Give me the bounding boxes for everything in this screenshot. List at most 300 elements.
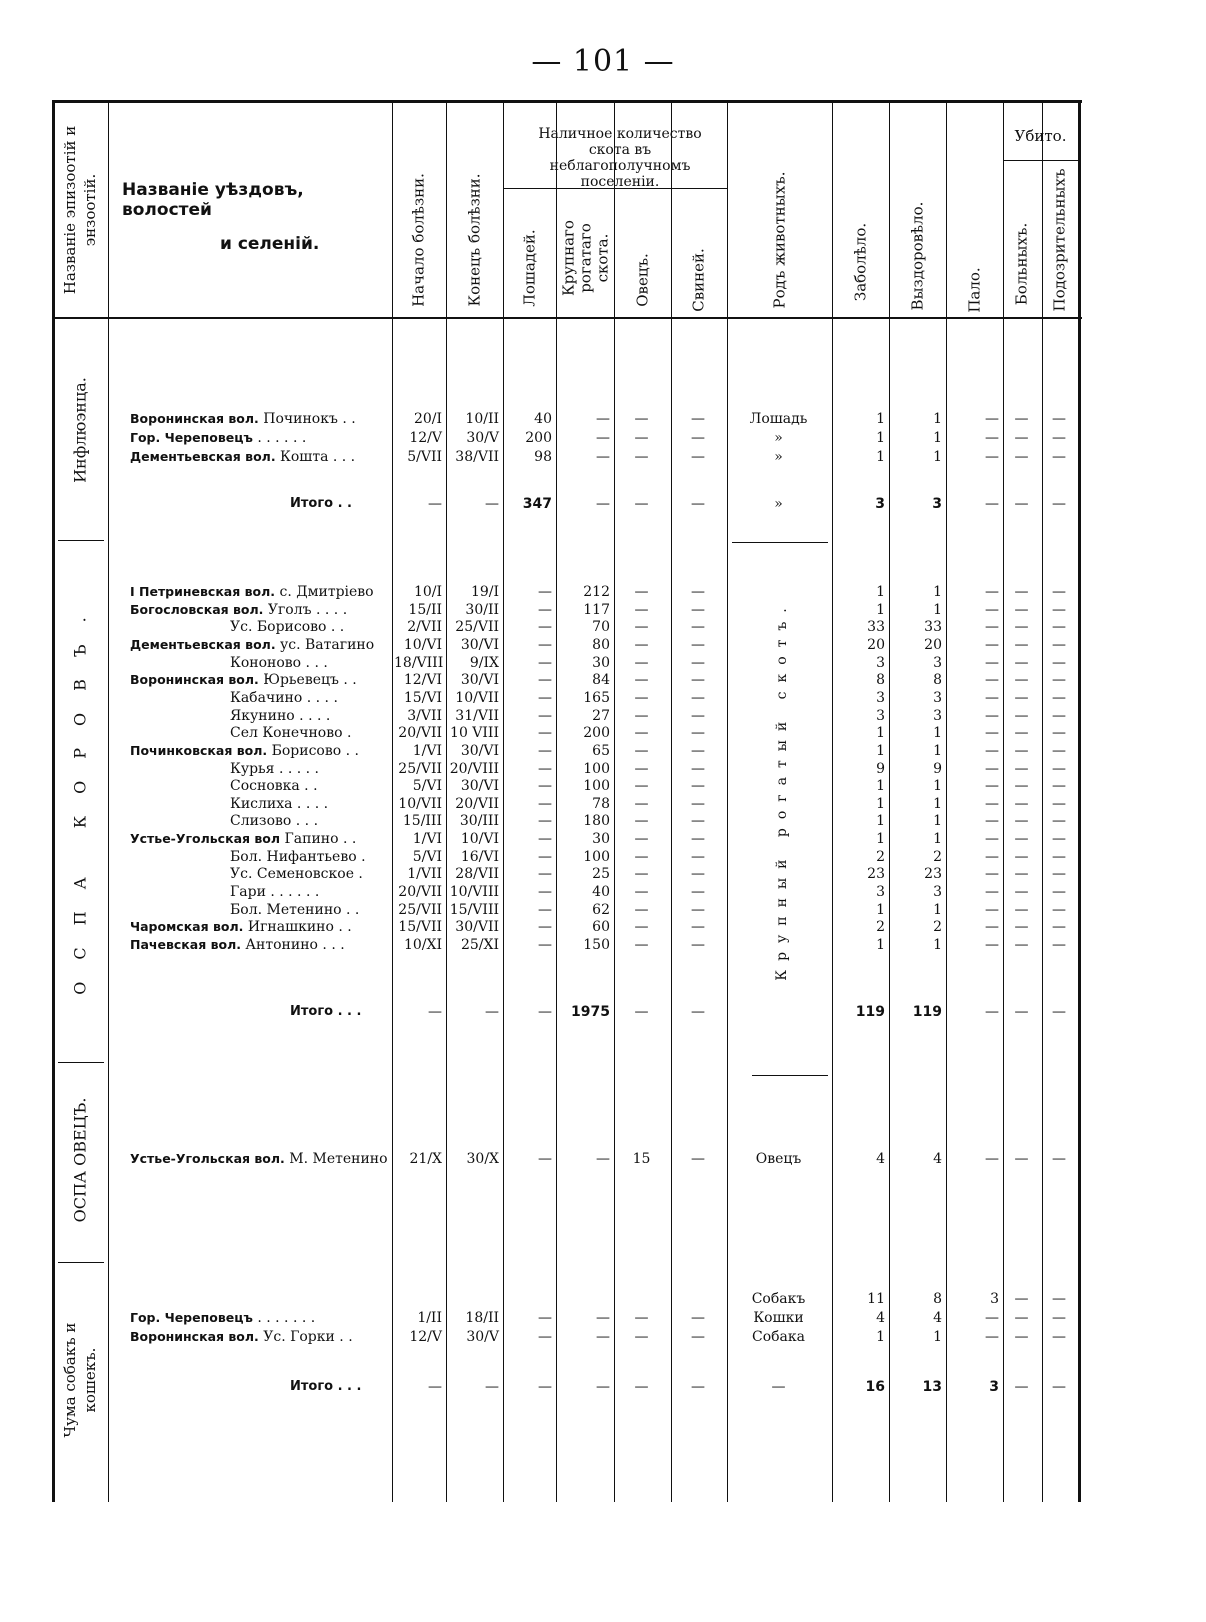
cell-kp: — — [1052, 1004, 1066, 1020]
cell-end: 16/VI — [460, 848, 499, 865]
cell-ill: 1 — [876, 901, 885, 918]
cell-died: — — [985, 937, 999, 953]
cell-died: — — [985, 848, 999, 865]
cell-start: 5/VI — [412, 848, 442, 865]
cell-horses: — — [538, 866, 552, 883]
cell-ks: — — [1014, 901, 1029, 918]
header-died: Пало. — [965, 267, 984, 313]
cell-ks: — — [1014, 584, 1029, 600]
cell-pigs: — — [691, 742, 705, 759]
cell-ill: 1 — [876, 449, 885, 465]
cell-pigs: — — [691, 619, 705, 636]
row-name — [230, 707, 390, 725]
column-rule — [614, 102, 615, 1502]
cell-rec: 1 — [933, 742, 942, 759]
header-recovered: Выздоровѣло. — [908, 201, 927, 311]
cell-start: 20/VII — [398, 884, 442, 901]
cell-end: 30/VII — [455, 919, 499, 936]
header-livestock-group: Наличное количество скота въ неблагополучномъ поселеніи. — [538, 126, 702, 190]
header-start: Начало болѣзни. — [409, 173, 428, 307]
cell-died: — — [985, 689, 999, 706]
cell-end: — — [485, 1379, 499, 1395]
cell-ill: 33 — [867, 619, 885, 636]
header-names-line1: Названіе уѣздовъ, волостей — [122, 180, 304, 220]
district-name: Устье-Угольская вол — [130, 831, 281, 847]
cell-cattle: 180 — [583, 813, 610, 830]
cell-horses: — — [538, 884, 552, 901]
district-name: Гор. Череповецъ — [130, 430, 253, 445]
cell-end: 30/V — [466, 430, 499, 446]
cell-ill: 1 — [876, 601, 885, 618]
cell-pigs: — — [691, 654, 705, 671]
row-name — [130, 636, 390, 654]
settlement-name: Антонино . . . — [240, 937, 345, 953]
cell-ill: 23 — [867, 866, 885, 883]
cell-sheep: — — [634, 778, 649, 795]
cell-rec: 1 — [933, 831, 942, 848]
column-rule — [671, 102, 672, 1502]
cell-start: 2/VII — [407, 619, 442, 636]
cell-end: 18/II — [465, 1310, 499, 1326]
settlement-name: Гари . . . . . . — [230, 884, 320, 901]
cell-died: — — [985, 411, 999, 427]
cell-ill: 1 — [876, 831, 885, 848]
cell-kp: — — [1052, 1151, 1066, 1167]
cell-pigs: — — [691, 778, 705, 795]
settlement-name: Кабачино . . . . — [230, 689, 338, 706]
cell-sheep: 15 — [632, 1151, 651, 1167]
row-name — [130, 1150, 390, 1168]
cell-kp: — — [1052, 795, 1066, 812]
row-name — [230, 865, 390, 883]
cell-ill: 3 — [875, 496, 885, 512]
cell-rec: 4 — [933, 1151, 942, 1167]
cell-cattle: 70 — [592, 619, 610, 636]
cell-start: 15/VII — [398, 919, 442, 936]
cell-end: 30/V — [466, 1329, 499, 1345]
row-name — [230, 848, 390, 866]
cell-ks: — — [1014, 848, 1029, 865]
settlement-name: Борисово . . — [267, 742, 359, 759]
cell-sheep: — — [634, 672, 649, 689]
cell-horses: 98 — [534, 449, 552, 465]
cell-died: — — [985, 795, 999, 812]
cell-start: 25/VII — [398, 901, 442, 918]
settlement-name: Сосновка . . — [230, 778, 318, 795]
cell-ill: 11 — [867, 1291, 885, 1307]
cell-ill: 1 — [876, 1329, 885, 1345]
header-epizootic: Названіе эпизоотій и энзоотій. — [61, 125, 99, 295]
cell-ill: 1 — [876, 725, 885, 742]
cell-start: 12/VI — [403, 672, 442, 689]
cell-kp: — — [1052, 813, 1066, 830]
cell-cattle: 100 — [583, 848, 610, 865]
cell-sheep: — — [634, 1310, 649, 1326]
cell-kp: — — [1052, 584, 1066, 600]
cell-sheep: — — [634, 901, 649, 918]
cell-end: — — [485, 1004, 499, 1020]
cell-pigs: — — [691, 430, 705, 446]
header-cattle: Крупнаго рогатаго скота. — [559, 220, 612, 296]
cell-ill: 20 — [867, 636, 885, 653]
cell-kp: — — [1052, 619, 1066, 636]
cell-end: 10 VIII — [450, 725, 499, 742]
cell-rec: 8 — [933, 672, 942, 689]
cell-ks: — — [1014, 813, 1029, 830]
cell-rec: 1 — [933, 778, 942, 795]
cell-end: 30/VI — [460, 778, 499, 795]
cell-rec: 2 — [933, 919, 942, 936]
cell-cattle: 212 — [583, 584, 610, 600]
cell-end: 30/III — [459, 813, 499, 830]
cell-ks: — — [1014, 725, 1029, 742]
cell-rec: 1 — [933, 449, 942, 465]
cell-cattle: 27 — [592, 707, 610, 724]
cell-cattle: 165 — [583, 689, 610, 706]
cell-horses: — — [538, 901, 552, 918]
cell-died: — — [985, 619, 999, 636]
row-name — [130, 936, 390, 954]
cell-kp: — — [1052, 707, 1066, 724]
cell-kind: — — [771, 1379, 786, 1395]
cell-ks: — — [1014, 866, 1029, 883]
cell-start: 12/V — [409, 1329, 442, 1345]
cell-end: 25/VII — [455, 619, 499, 636]
row-name — [230, 812, 390, 830]
row-name — [230, 883, 390, 901]
cell-kp: — — [1052, 725, 1066, 742]
district-name: Воронинская вол. — [130, 1329, 259, 1344]
cell-ks: — — [1014, 778, 1029, 795]
cell-pigs: — — [691, 1004, 705, 1020]
cell-cattle: 84 — [592, 672, 610, 689]
row-name — [130, 742, 390, 760]
cell-ks: — — [1014, 496, 1029, 512]
cell-sheep: — — [634, 1329, 649, 1345]
cell-died: — — [985, 901, 999, 918]
column-rule — [52, 102, 55, 1502]
cell-ks: — — [1014, 654, 1029, 671]
cell-pigs: — — [691, 1310, 705, 1326]
cell-cattle: — — [596, 411, 610, 427]
cell-sheep: — — [634, 689, 649, 706]
district-name: Починковская вол. — [130, 742, 268, 758]
cell-cattle: 40 — [592, 884, 610, 901]
settlement-name: Слизово . . . — [230, 813, 319, 830]
cell-cattle: 150 — [583, 937, 610, 953]
district-name: Гор. Череповецъ — [130, 1310, 253, 1325]
district-name: Воронинская вол. — [130, 411, 259, 426]
cell-kp: — — [1052, 884, 1066, 901]
cell-ks: — — [1014, 430, 1029, 446]
cell-rec: 3 — [933, 689, 942, 706]
cell-sheep: — — [634, 919, 649, 936]
cell-start: 12/V — [409, 430, 442, 446]
cell-rec: 3 — [933, 707, 942, 724]
cell-end: 28/VII — [455, 866, 499, 883]
section-separator — [58, 540, 104, 541]
cattle-kind-vertical: Крупный рогатый скотъ. — [774, 599, 790, 981]
cell-kind: » — [774, 430, 783, 446]
cell-ks: — — [1014, 1291, 1029, 1307]
cell-end: 10/VI — [460, 831, 499, 848]
cell-sheep: — — [634, 496, 649, 512]
cell-cattle: 200 — [583, 725, 610, 742]
cell-horses: — — [538, 1004, 552, 1020]
cell-end: 19/I — [470, 584, 499, 600]
cell-ill: 4 — [876, 1310, 885, 1326]
cell-ks: — — [1014, 1151, 1029, 1167]
cell-died: — — [985, 601, 999, 618]
cell-rec: 3 — [932, 496, 942, 512]
cell-kp: — — [1052, 742, 1066, 759]
cell-kind: Лошадь — [749, 411, 808, 427]
column-rule — [946, 102, 947, 1502]
settlement-name: Сел Конечново . — [230, 725, 352, 742]
kind-separator — [752, 1075, 828, 1076]
header-sheep: Овецъ. — [633, 253, 652, 307]
cell-cattle: — — [596, 1310, 610, 1326]
cell-horses: — — [538, 795, 552, 812]
cell-start: 15/VI — [403, 689, 442, 706]
settlement-name: Гапино . . — [280, 831, 357, 848]
cell-sheep: — — [634, 831, 649, 848]
cell-ill: 3 — [876, 689, 885, 706]
section-separator — [58, 1262, 104, 1263]
cell-pigs: — — [691, 707, 705, 724]
column-rule — [556, 102, 557, 1502]
cell-end: 10/VII — [455, 689, 499, 706]
cell-kp: — — [1052, 654, 1066, 671]
cell-kp: — — [1052, 760, 1066, 777]
column-rule — [392, 102, 393, 1502]
cell-kind: Овецъ — [755, 1151, 802, 1167]
cell-end: 30/VI — [460, 636, 499, 653]
cell-ill: 1 — [876, 584, 885, 600]
settlement-name: Бол. Метенино . . — [230, 901, 360, 918]
section-label-cowpox: ОСПА КОРОВЪ. — [70, 595, 90, 995]
cell-end: 30/II — [465, 601, 499, 618]
cell-end: 20/VII — [455, 795, 499, 812]
cell-sheep: — — [634, 584, 649, 600]
cell-died: — — [985, 636, 999, 653]
cell-cattle: 100 — [583, 778, 610, 795]
cell-ks: — — [1014, 601, 1029, 618]
header-killed-suspect: Подозрительныхъ — [1050, 168, 1069, 312]
cell-cattle: — — [596, 430, 610, 446]
cell-start: 15/III — [402, 813, 442, 830]
cell-end: 30/VI — [460, 742, 499, 759]
column-rule — [889, 102, 890, 1502]
cell-rec: 1 — [933, 601, 942, 618]
cell-pigs: — — [691, 725, 705, 742]
cell-horses: — — [538, 707, 552, 724]
header-animal-kind: Родъ животныхъ. — [770, 171, 789, 309]
cell-ks: — — [1014, 795, 1029, 812]
header-pigs: Свиней. — [689, 248, 708, 312]
cell-died: — — [985, 866, 999, 883]
cell-ks: — — [1014, 636, 1029, 653]
cell-ill: 8 — [876, 672, 885, 689]
cell-kp: — — [1052, 1379, 1066, 1395]
cell-ks: — — [1014, 1329, 1029, 1345]
cell-pigs: — — [691, 884, 705, 901]
cell-died: — — [985, 831, 999, 848]
cell-cattle: 80 — [592, 636, 610, 653]
total-label: Итого . . . — [290, 1379, 362, 1394]
cell-died: — — [985, 742, 999, 759]
cell-horses: — — [538, 725, 552, 742]
cell-pigs: — — [691, 584, 705, 600]
cell-horses: — — [538, 919, 552, 936]
cell-rec: 1 — [933, 795, 942, 812]
cell-sheep: — — [634, 742, 649, 759]
cell-ill: 1 — [876, 937, 885, 953]
cell-end: 30/X — [466, 1151, 499, 1167]
cell-died: — — [985, 430, 999, 446]
settlement-name: Ус. Горки . . — [258, 1329, 353, 1345]
cell-pigs: — — [691, 1151, 705, 1167]
row-name — [230, 777, 390, 795]
settlement-name: с. Дмитріево — [275, 584, 374, 600]
cell-died: — — [985, 1310, 999, 1326]
cell-rec: 33 — [924, 619, 942, 636]
cell-rec: 119 — [912, 1004, 942, 1020]
cell-kp: — — [1052, 672, 1066, 689]
cell-start: 18/VIII — [394, 654, 444, 671]
cell-horses: 347 — [522, 496, 552, 512]
cell-kp: — — [1052, 919, 1066, 936]
cell-horses: — — [538, 831, 552, 848]
row-name — [130, 410, 390, 428]
cell-pigs: — — [691, 411, 705, 427]
cell-kind: Кошки — [753, 1310, 804, 1326]
cell-kp: — — [1052, 689, 1066, 706]
cell-sheep: — — [634, 937, 649, 953]
settlement-name: . . . . . . . — [252, 1310, 316, 1326]
cell-start: 3/VII — [407, 707, 442, 724]
cell-died: — — [985, 760, 999, 777]
cell-sheep: — — [634, 760, 649, 777]
cell-start: 20/VII — [398, 725, 442, 742]
cell-pigs: — — [691, 689, 705, 706]
cell-cattle: 78 — [592, 795, 610, 812]
column-rule — [727, 102, 728, 1502]
cell-end: 30/VI — [460, 672, 499, 689]
cell-rec: 1 — [933, 1329, 942, 1345]
cell-ks: — — [1014, 449, 1029, 465]
district-name: Устье-Угольская вол. — [130, 1151, 285, 1166]
row-name — [130, 830, 390, 848]
cell-sheep: — — [634, 866, 649, 883]
cell-ks: — — [1014, 831, 1029, 848]
cell-kp: — — [1052, 1310, 1066, 1326]
cell-kp: — — [1052, 901, 1066, 918]
district-name: Богословская вол. — [130, 601, 264, 617]
cell-died: — — [985, 449, 999, 465]
settlement-name: Игнашкино . . — [243, 919, 352, 936]
cell-died: — — [985, 778, 999, 795]
cell-died: — — [985, 884, 999, 901]
kind-separator — [732, 542, 828, 543]
cell-died: — — [985, 1004, 999, 1020]
cell-end: 31/VII — [455, 707, 499, 724]
cell-ks: — — [1014, 884, 1029, 901]
cell-died: 3 — [989, 1379, 999, 1395]
cell-kp: — — [1052, 636, 1066, 653]
cell-ill: 2 — [876, 848, 885, 865]
column-rule — [503, 102, 504, 1502]
cell-cattle: 65 — [592, 742, 610, 759]
cell-rec: 1 — [933, 584, 942, 600]
row-name — [230, 724, 390, 742]
cell-rec: 1 — [933, 813, 942, 830]
cell-end: 15/VIII — [449, 901, 499, 918]
cell-kp: — — [1052, 496, 1066, 512]
cell-ks: — — [1014, 919, 1029, 936]
district-name: Воронинская вол. — [130, 672, 259, 688]
cell-cattle: 117 — [583, 601, 610, 618]
cell-died: — — [985, 584, 999, 600]
cell-horses: — — [538, 1379, 552, 1395]
cell-start: 1/VII — [407, 866, 442, 883]
settlement-name: Ус. Семеновское . — [230, 866, 363, 883]
cell-pigs: — — [691, 760, 705, 777]
settlement-name: Юрьевецъ . . — [258, 672, 357, 689]
cell-kp: — — [1052, 937, 1066, 953]
cell-horses: — — [538, 937, 552, 953]
cell-end: 10/VIII — [449, 884, 499, 901]
cell-ks: — — [1014, 937, 1029, 953]
cell-kp: — — [1052, 1329, 1066, 1345]
column-rule — [1003, 102, 1004, 1502]
cell-start: 21/X — [409, 1151, 442, 1167]
cell-end: 38/VII — [455, 449, 499, 465]
cell-kind: » — [774, 496, 783, 512]
row-name — [230, 901, 390, 919]
cell-pigs: — — [691, 901, 705, 918]
cell-sheep: — — [634, 601, 649, 618]
cell-sheep: — — [634, 707, 649, 724]
cell-ill: 3 — [876, 884, 885, 901]
total-label: Итого . . — [290, 496, 352, 511]
row-name — [230, 689, 390, 707]
district-name: Дементьевская вол. — [130, 449, 276, 464]
cell-died: — — [985, 707, 999, 724]
cell-end: 9/IX — [469, 654, 499, 671]
cell-end: 25/XI — [460, 937, 499, 953]
cell-sheep: — — [634, 636, 649, 653]
cell-kp: — — [1052, 411, 1066, 427]
cell-horses: 40 — [534, 411, 552, 427]
settlement-name: Курья . . . . . — [230, 760, 319, 777]
cell-pigs: — — [691, 937, 705, 953]
cell-pigs: — — [691, 449, 705, 465]
settlement-name: Бол. Нифантьево . — [230, 848, 366, 865]
settlement-name: Якунино . . . . — [230, 707, 331, 724]
cell-horses: — — [538, 619, 552, 636]
cell-pigs: — — [691, 1379, 705, 1395]
cell-cattle: — — [596, 1379, 610, 1395]
cell-pigs: — — [691, 866, 705, 883]
cell-pigs: — — [691, 831, 705, 848]
cell-start: 1/VI — [412, 831, 442, 848]
row-name — [130, 1328, 390, 1346]
section-label-distemper: Чума собакъ и кошекъ. — [61, 1322, 99, 1438]
settlement-name: ус. Ватагино — [275, 636, 375, 653]
cell-rec: 23 — [924, 866, 942, 883]
table-top-rule — [52, 100, 1082, 103]
